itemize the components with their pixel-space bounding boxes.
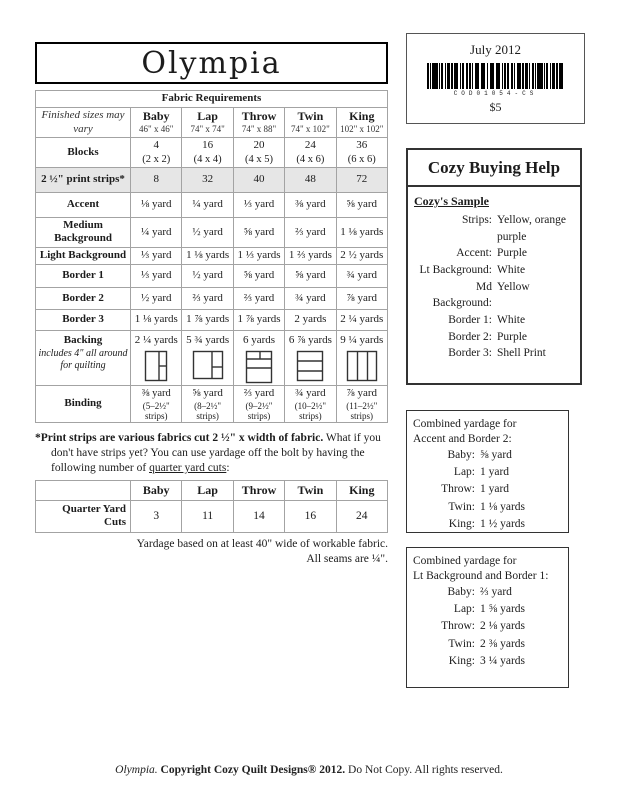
backing-layout-diagram-twin xyxy=(296,350,324,382)
table-row-backing: Backing includes 4" all around for quilting 2 ¼ yards 5 ¾ yards 6 yards 6 ⅞ yards 9 ¼ yards xyxy=(36,331,388,386)
pattern-title: Olympia xyxy=(141,45,282,81)
sample-item-border1: Border 1: White xyxy=(448,314,526,327)
sample-item-lt-background: Lt Background: White xyxy=(419,264,526,277)
combined2-baby: Baby: ⅔ yard xyxy=(447,585,512,598)
combined2-twin: Twin: 2 ⅜ yards xyxy=(448,637,526,650)
backing-layout-diagram-throw xyxy=(245,350,273,384)
table-row-print-strips: 2 ½" print strips* 8 32 40 48 72 xyxy=(36,168,388,193)
combined2-throw: Throw: 2 ⅛ yards xyxy=(441,620,526,633)
combined1-baby: Baby: ⅝ yard xyxy=(447,448,512,461)
footer-copyright: Copyright Cozy Quilt Designs® 2012. xyxy=(157,764,346,776)
copyright-footer xyxy=(0,764,618,776)
issue-date: July 2012 xyxy=(470,42,521,57)
yardage-note-line1: Yardage based on at least 40" wide of workable fabric. xyxy=(136,537,388,550)
backing-layout-diagram-king xyxy=(346,350,378,382)
footer-rights: Do Not Copy. All rights reserved. xyxy=(345,764,503,776)
yardage-note xyxy=(35,537,388,568)
column-header-king: King 102" x 102" xyxy=(336,107,387,138)
column-header-throw: Throw 74" x 88" xyxy=(233,107,284,138)
pattern-title-box xyxy=(35,42,388,84)
backing-note: includes 4" all around for quilting xyxy=(38,347,128,371)
cozys-sample-heading: Cozy's Sample xyxy=(414,194,489,208)
table-row-accent: Accent ⅛ yard ¼ yard ⅓ yard ⅜ yard ⅝ yard xyxy=(36,192,388,217)
cozy-buying-help-title: Cozy Buying Help xyxy=(408,150,580,187)
table-row-border3: Border 3 1 ⅛ yards 1 ⅞ yards 1 ⅞ yards 2 yards 2 ¼ yards xyxy=(36,310,388,331)
table-row-medium-background: Medium Background ¼ yard ½ yard ⅝ yard ⅔ yard 1 ⅛ yards xyxy=(36,217,388,248)
table-row-binding: Binding ⅜ yard (5–2½" strips) ⅝ yard (8–2½" strips) ⅔ yard (9–2½" strips) ¾ yard (10–2½" strips) ⅞ yard (11–2½" strips) xyxy=(36,385,388,422)
table-row-border1: Border 1 ⅓ yard ½ yard ⅝ yard ⅝ yard ¾ yard xyxy=(36,264,388,287)
column-header-baby: Baby 46" x 46" xyxy=(131,107,182,138)
sample-item-strips: Strips: Yellow, orange purple xyxy=(461,214,566,243)
column-header-lap: Lap 74" x 74" xyxy=(182,107,233,138)
sample-item-border2: Border 2: Purple xyxy=(448,330,528,343)
quarter-table-corner xyxy=(36,481,131,501)
sample-item-border3: Border 3: Shell Print xyxy=(448,347,546,360)
backing-layout-diagram-lap xyxy=(192,350,224,380)
fabric-requirements-table xyxy=(35,90,388,423)
backing-layout-diagram-baby xyxy=(144,350,168,382)
cozy-buying-help-body xyxy=(408,187,580,362)
quarter-yard-cuts-label: Quarter Yard Cuts xyxy=(36,501,131,532)
combined2-king: King: 3 ¼ yards xyxy=(448,654,526,667)
sample-item-accent: Accent: Purple xyxy=(456,247,528,260)
column-header-twin: Twin 74" x 102" xyxy=(285,107,336,138)
combined1-lap: Lap: 1 yard xyxy=(453,466,510,479)
print-strips-note: *Print strips are various fabrics cut 2 ½" x width of fabric. What if you don't have strips yet? You can use yardage off the bolt by having the following number of quarter yard cuts: xyxy=(35,432,381,475)
fabric-table-title: Fabric Requirements xyxy=(36,91,388,108)
combined-yardage-ltbackground-border1-box xyxy=(406,547,569,688)
size-header-row xyxy=(36,107,388,138)
table-row-light-background: Light Background ⅓ yard 1 ⅛ yards 1 ⅓ yards 1 ⅔ yards 2 ½ yards xyxy=(36,248,388,265)
combined2-lap: Lap: 1 ⅝ yards xyxy=(453,603,526,616)
quarter-table-values-row: Quarter Yard Cuts 3 11 14 16 24 xyxy=(36,501,388,532)
barcode-box xyxy=(406,33,585,124)
combined1-title: Combined yardage for Accent and Border 2: xyxy=(413,418,517,445)
barcode-icon xyxy=(427,63,565,89)
table-row-border2: Border 2 ½ yard ⅔ yard ⅔ yard ¾ yard ⅞ yard xyxy=(36,287,388,310)
sample-item-md-background: Md Background: Yellow xyxy=(432,280,530,310)
combined1-king: King: 1 ½ yards xyxy=(448,517,526,530)
price: $5 xyxy=(489,100,502,114)
quarter-table-header-row: Baby Lap Throw Twin King xyxy=(36,481,388,501)
cozy-buying-help-box xyxy=(406,148,582,385)
combined1-throw: Throw: 1 yard xyxy=(441,483,510,496)
combined1-twin: Twin: 1 ⅛ yards xyxy=(448,500,526,513)
combined-yardage-accent-border2-box xyxy=(406,410,569,533)
quarter-yard-cuts-table xyxy=(35,480,388,532)
finished-sizes-note: Finished sizes may vary xyxy=(36,107,131,138)
barcode-code: COD01054-CS xyxy=(453,90,538,97)
main-column xyxy=(35,42,388,568)
yardage-note-line2: All seams are ¼". xyxy=(306,553,388,566)
combined2-title: Combined yardage for Lt Background and Border 1: xyxy=(413,555,549,582)
footer-pattern-name: Olympia. xyxy=(115,764,158,776)
table-row-blocks: Blocks 4 (2 x 2) 16 (4 x 4) 20 (4 x 5) 24 (4 x 6) 36 (6 x 6) xyxy=(36,138,388,168)
